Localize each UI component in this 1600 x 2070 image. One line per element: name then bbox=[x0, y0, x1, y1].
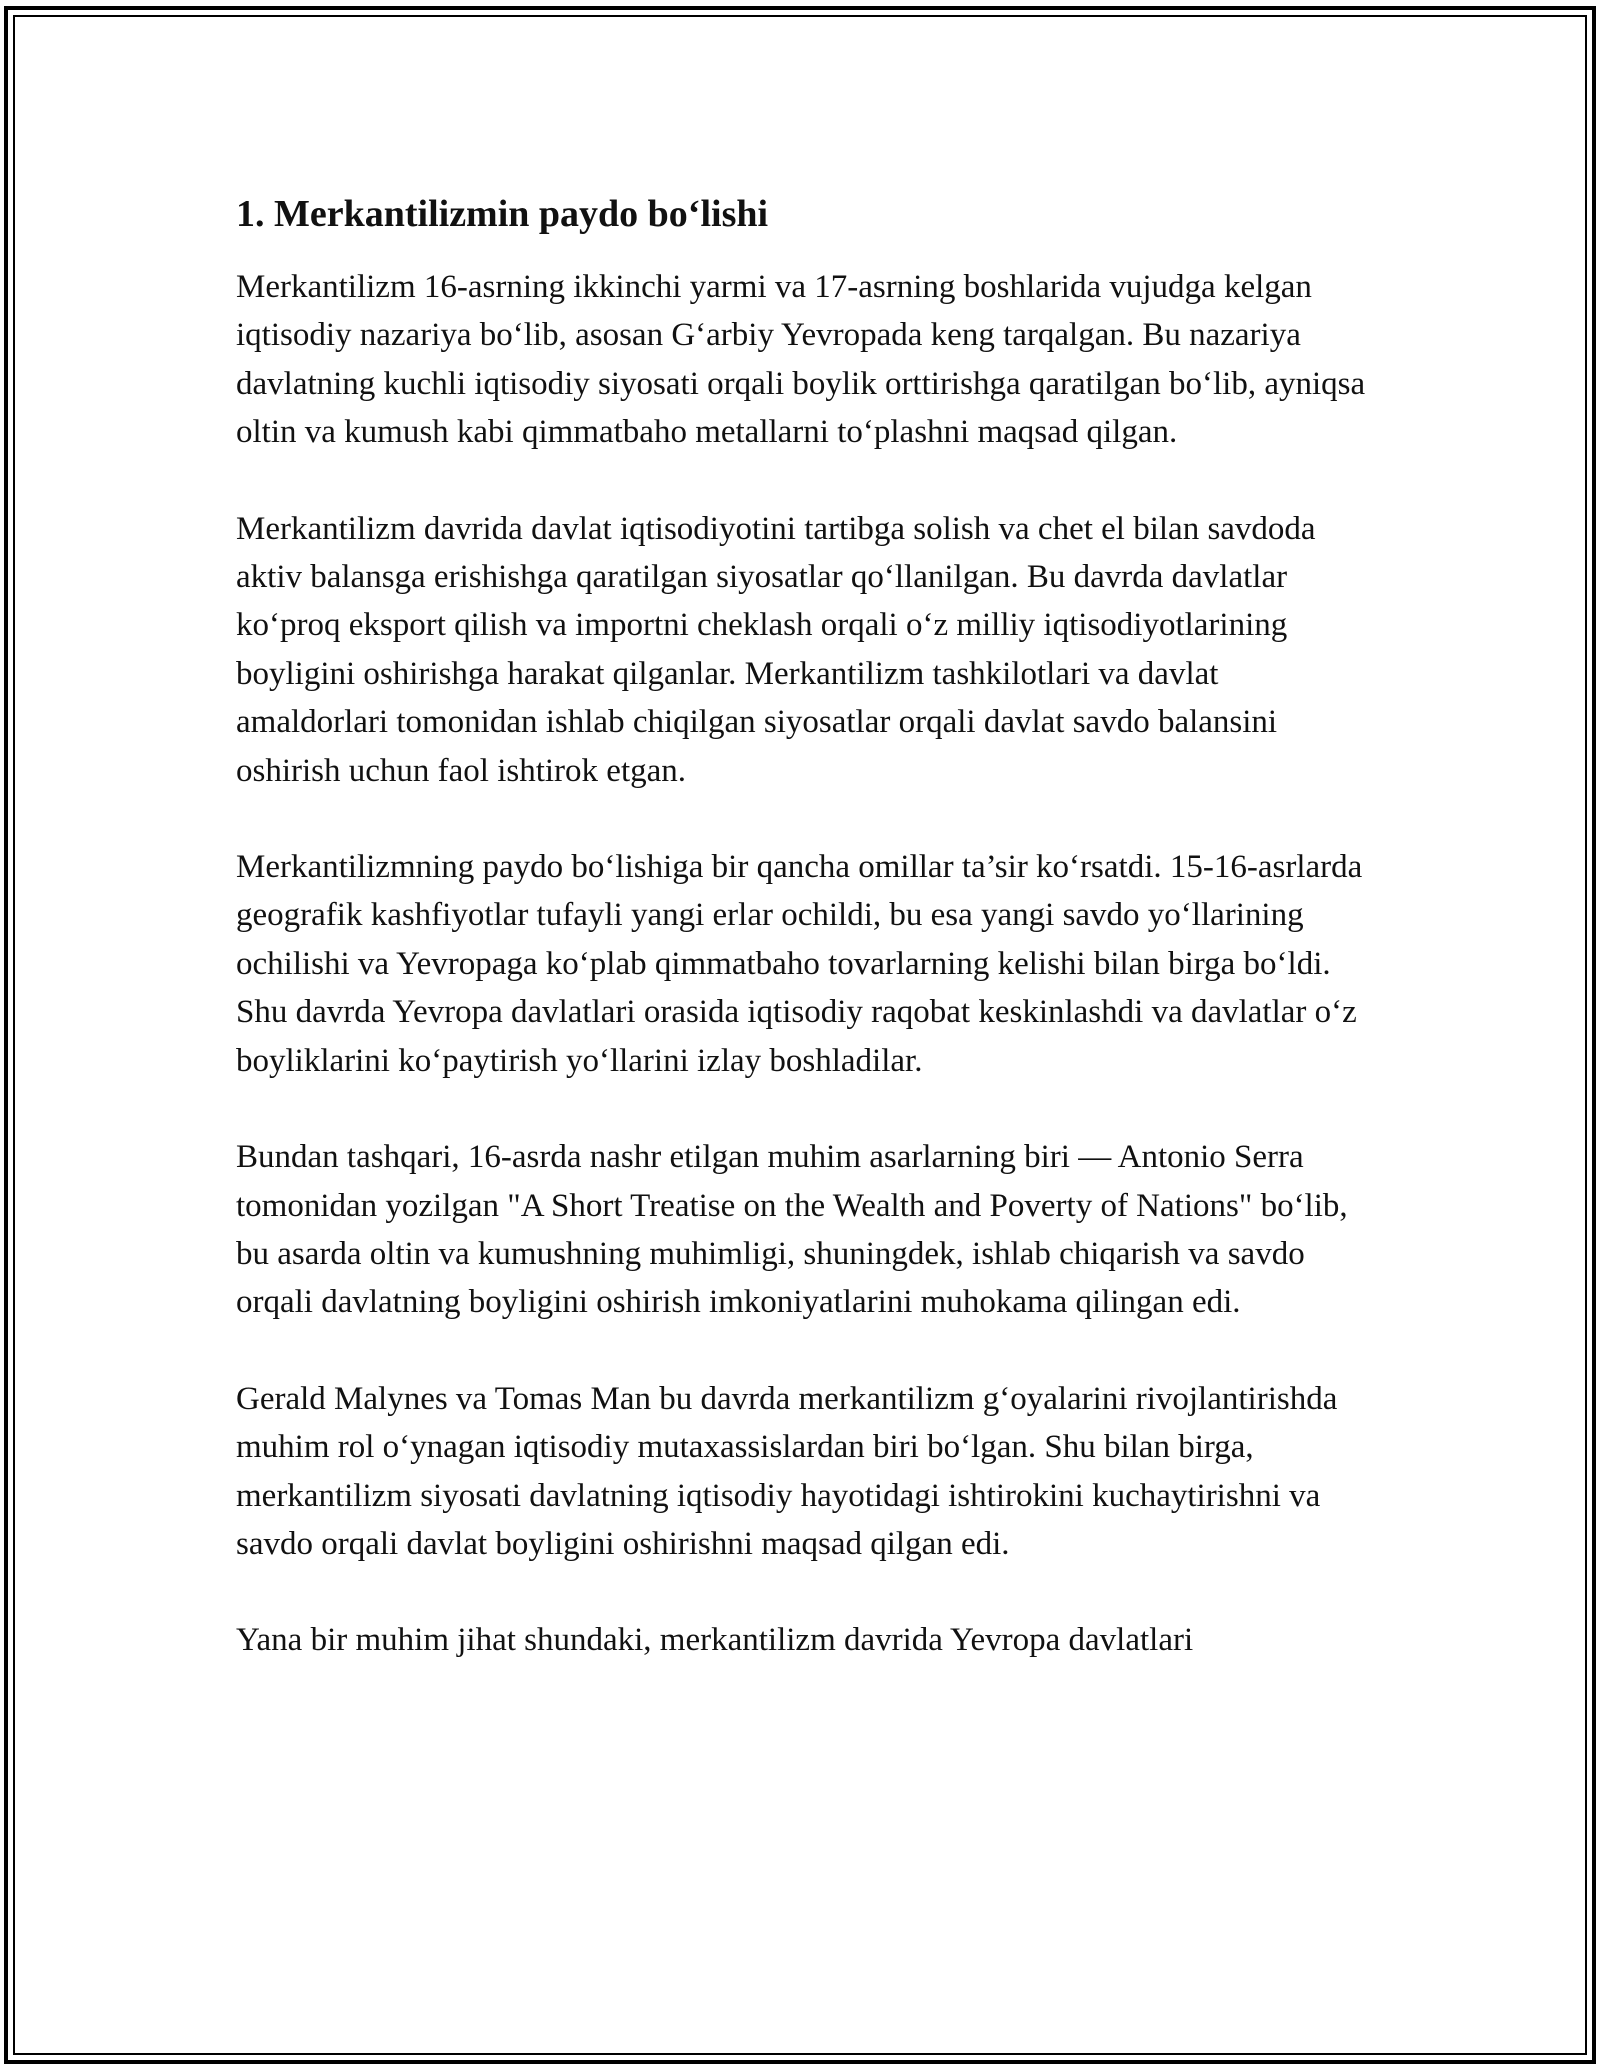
paragraph-6: Yana bir muhim jihat shundaki, merkantilizm davrida Yevropa davlatlari bbox=[236, 1622, 1194, 1659]
document-body bbox=[236, 188, 1366, 1713]
paragraph-3: Merkantilizmning paydo bo‘lishiga bir qancha omillar ta’sir ko‘rsatdi. 15-16-asrlarda geografik kashfiyotlar tufayli yangi erlar ochildi, bu esa yangi savdo yo‘llarining ochilishi va Yevropaga ko‘plab qimmatbaho tovarlarning kelishi bilan birga bo‘ldi. Shu davrda Yevropa davlatlari orasida iqtisodiy raqobat keskinlashdi va davlatlar o‘z boyliklarini ko‘paytirish yo‘llarini izlay boshladilar. bbox=[236, 849, 1363, 1079]
paragraph-1: Merkantilizm 16-asrning ikkinchi yarmi va 17-asrning boshlarida vujudga kelgan iqtisodiy nazariya bo‘lib, asosan G‘arbiy Yevropada keng tarqalgan. Bu nazariya davlatning kuchli iqtisodiy siyosati orqali boylik orttirishga qaratilgan bo‘lib, ayniqsa oltin va kumush kabi qimmatbaho metallarni to‘plashni maqsad qilgan. bbox=[236, 269, 1366, 451]
paragraph-2: Merkantilizm davrida davlat iqtisodiyotini tartibga solish va chet el bilan savdoda aktiv balansga erishishga qaratilgan siyosatlar qo‘llanilgan. Bu davrda davlatlar ko‘proq eksport qilish va importni cheklash orqali o‘z milliy iqtisodiyotlarining boyligini oshirishga harakat qilganlar. Merkantilizm tashkilotlari va davlat amaldorlari tomonidan ishlab chiqilgan siyosatlar orqali davlat savdo balansini oshirish uchun faol ishtirok etgan. bbox=[236, 510, 1316, 789]
paragraph-5: Gerald Malynes va Tomas Man bu davrda merkantilizm g‘oyalarini rivojlantirishda muhim rol o‘ynagan iqtisodiy mutaxassislardan biri bo‘lgan. Shu bilan birga, merkantilizm siyosati davlatning iqtisodiy hayotidagi ishtirokini kuchaytirishni va savdo orqali davlat boyligini oshirishni maqsad qilgan edi. bbox=[236, 1380, 1338, 1562]
section-heading: 1. Merkantilizmin paydo bo‘lishi bbox=[236, 193, 769, 235]
paragraph-4: Bundan tashqari, 16-asrda nashr etilgan muhim asarlarning biri — Antonio Serra tomonidan yozilgan "A Short Treatise on the Wealth and Poverty of Nations" bo‘lib, bu asarda oltin va kumushning muhimligi, shuningdek, ishlab chiqarish va savdo orqali davlatning boyligini oshirish imkoniyatlarini muhokama qilingan edi. bbox=[236, 1139, 1348, 1321]
